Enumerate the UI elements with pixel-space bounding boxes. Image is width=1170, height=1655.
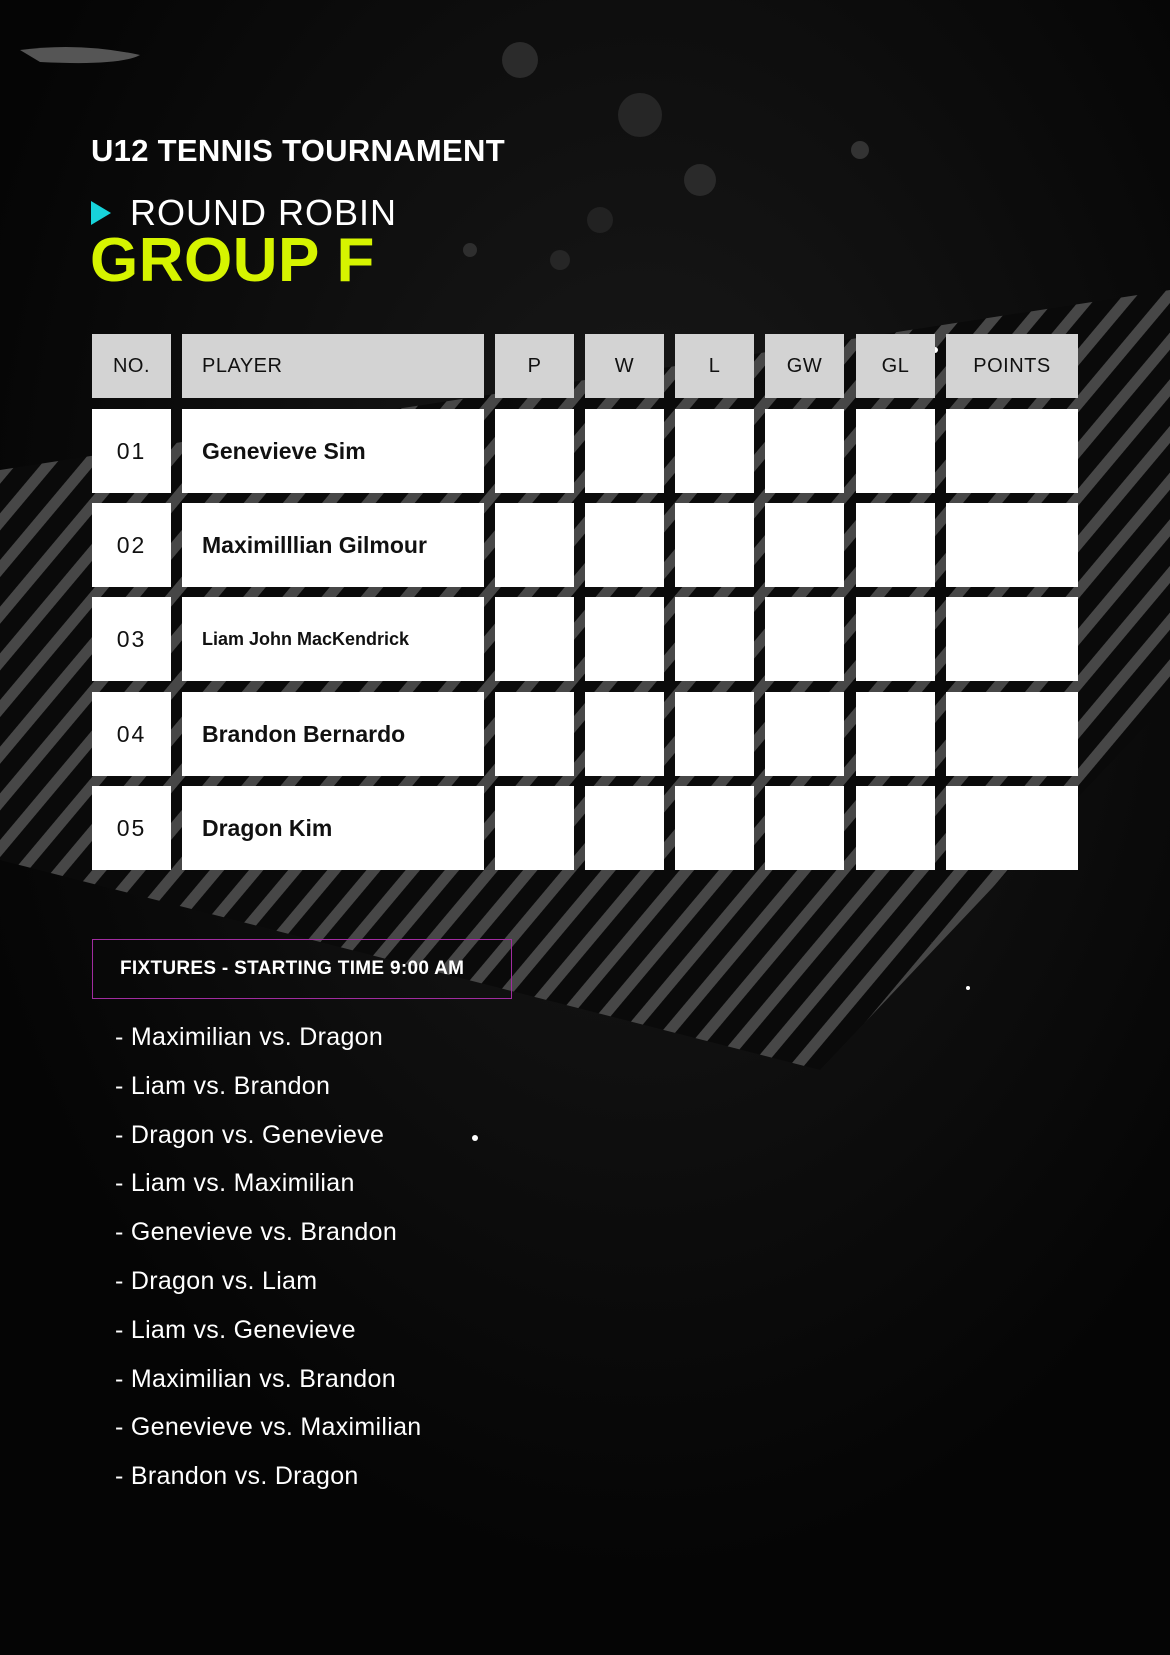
fixture-item: - Liam vs. Genevieve xyxy=(115,1315,356,1344)
fixtures-heading: FIXTURES - STARTING TIME 9:00 AM xyxy=(92,939,512,999)
score-cell-w xyxy=(585,409,664,493)
player-name: Genevieve Sim xyxy=(182,409,484,493)
score-cell-l xyxy=(675,503,754,587)
score-cell-p xyxy=(495,597,574,681)
header-no: NO. xyxy=(92,334,171,398)
player-name: Maximilllian Gilmour xyxy=(182,503,484,587)
fixture-item: - Brandon vs. Dragon xyxy=(115,1462,359,1491)
row-number: 01 xyxy=(92,409,171,493)
score-cell-l xyxy=(675,692,754,776)
score-cell-gl xyxy=(856,692,935,776)
player-name: Dragon Kim xyxy=(182,786,484,870)
row-number: 05 xyxy=(92,786,171,870)
row-number: 03 xyxy=(92,597,171,681)
header-l: L xyxy=(675,334,754,398)
header-p: P xyxy=(495,334,574,398)
header-gl: GL xyxy=(856,334,935,398)
score-cell-gl xyxy=(856,503,935,587)
score-cell-l xyxy=(675,597,754,681)
score-cell-gw xyxy=(765,409,844,493)
score-cell-gl xyxy=(856,597,935,681)
fixture-item: - Maximilian vs. Brandon xyxy=(115,1364,396,1393)
score-cell-w xyxy=(585,597,664,681)
row-number: 02 xyxy=(92,503,171,587)
score-cell-l xyxy=(675,786,754,870)
score-cell-gw xyxy=(765,503,844,587)
score-cell-p xyxy=(495,503,574,587)
score-cell-p xyxy=(495,692,574,776)
event-title: U12 TENNIS TOURNAMENT xyxy=(91,133,505,168)
play-triangle-icon xyxy=(91,201,111,225)
player-name: Brandon Bernardo xyxy=(182,692,484,776)
score-cell-p xyxy=(495,786,574,870)
row-number: 04 xyxy=(92,692,171,776)
player-name: Liam John MacKendrick xyxy=(182,597,484,681)
score-cell-gl xyxy=(856,409,935,493)
score-cell-points xyxy=(946,597,1078,681)
round-label: ROUND ROBIN xyxy=(130,192,398,233)
header-player: PLAYER xyxy=(182,334,484,398)
score-cell-w xyxy=(585,786,664,870)
fixture-item: - Maximilian vs. Dragon xyxy=(115,1023,384,1051)
header-gw: GW xyxy=(765,334,844,398)
fixture-item: - Dragon vs. Liam xyxy=(115,1266,318,1295)
fixture-item: - Liam vs. Maximilian xyxy=(115,1169,355,1198)
score-cell-gw xyxy=(765,786,844,870)
score-cell-points xyxy=(946,503,1078,587)
score-cell-gw xyxy=(765,692,844,776)
fixture-item: - Genevieve vs. Brandon xyxy=(115,1218,398,1247)
score-cell-gl xyxy=(856,786,935,870)
fixture-item: - Dragon vs. Genevieve xyxy=(115,1120,385,1149)
score-cell-points xyxy=(946,409,1078,493)
score-cell-w xyxy=(585,503,664,587)
group-title: GROUP F xyxy=(90,226,375,295)
score-cell-gw xyxy=(765,597,844,681)
score-cell-points xyxy=(946,786,1078,870)
fixture-item: - Genevieve vs. Maximilian xyxy=(115,1413,422,1442)
score-cell-points xyxy=(946,692,1078,776)
fixtures-list xyxy=(115,1013,422,1501)
score-cell-l xyxy=(675,409,754,493)
score-cell-p xyxy=(495,409,574,493)
header-points: POINTS xyxy=(946,334,1078,398)
score-cell-w xyxy=(585,692,664,776)
header-w: W xyxy=(585,334,664,398)
fixture-item: - Liam vs. Brandon xyxy=(115,1071,331,1100)
